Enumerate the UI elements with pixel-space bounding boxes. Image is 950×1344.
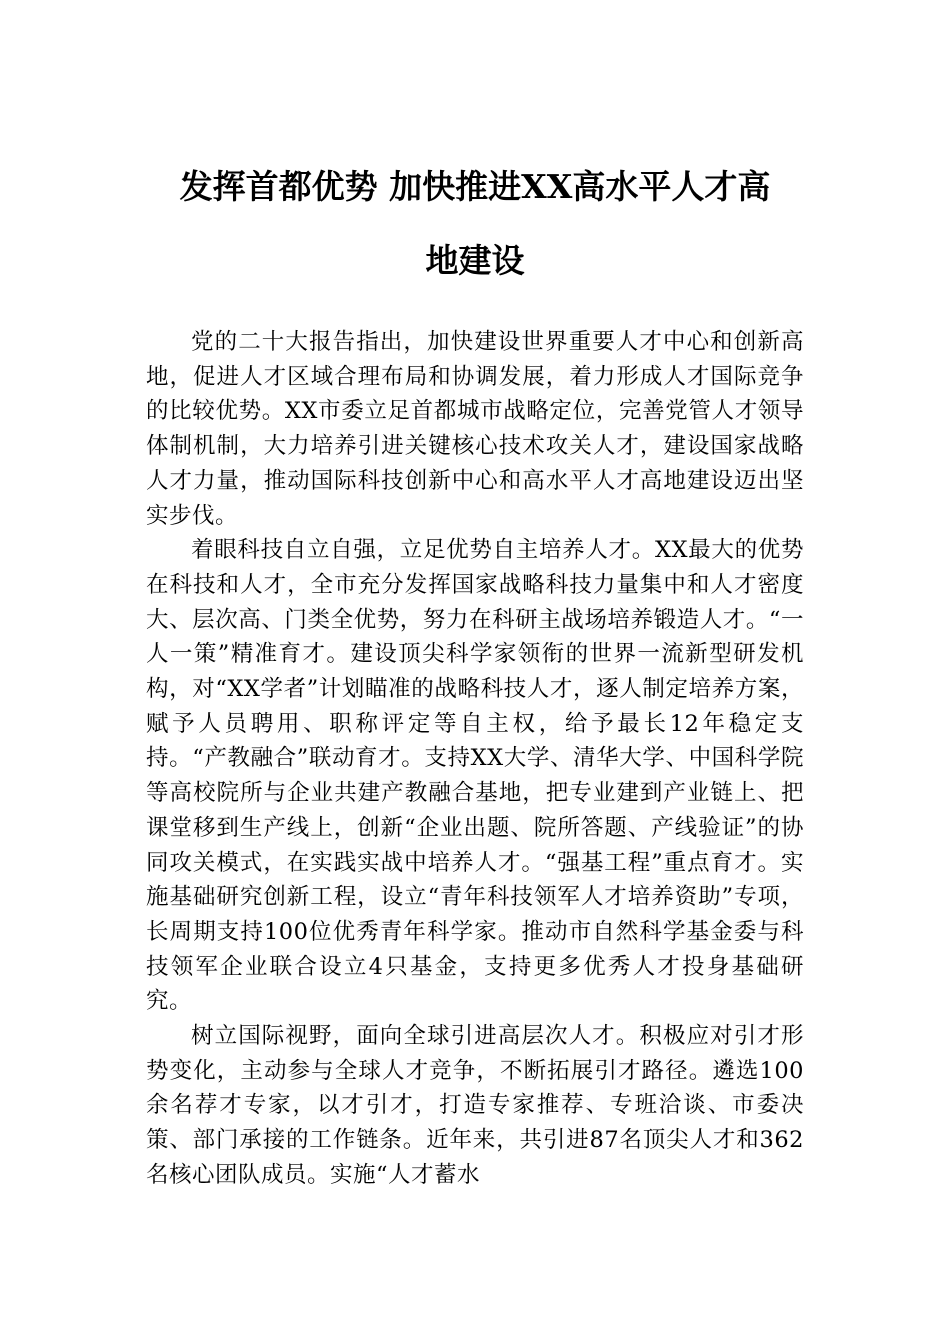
paragraph-text: 积极应对引才形势变化，主动参与全球人才竞争，不断拓展引才路径。遴选100余名荐才专家，以才引才，打造专家推荐、专班洽谈、市委决策、部门承接的工作链条。近年来，共引进87名顶尖人才和362名核心团队成员。实施“人才蓄水 [146,1023,804,1188]
paragraph-text: XX最大的优势在科技和人才，全市充分发挥国家战略科技力量集中和人才密度大、层次高、门类全优势，努力在科研主战场培养锻造人才。“一人一策”精准育才。建设顶尖科学家领衔的世界一流新型研发机构，对“XX学者”计划瞄准的战略科技人才，逐人制定培养方案，赋予人员聘用、职称评定等自主权，给予最长12年稳定支持。“产教融合”联动育才。支持XX大学、清华大学、中国科学院等高校院所与企业共建产教融合基地，把专业建到产业链上、把课堂移到生产线上，创新“企业出题、院所答题、产线验证”的协同攻关模式，在实践实战中培养人才。“强基工程”重点育才。实施基础研究创新工程，设立“青年科技领军人才培养资助”专项，长周期支持100位优秀青年科学家。推动市自然科学基金委与科技领军企业联合设立4只基金，支持更多优秀人才投身基础研究。 [146,537,804,1015]
paragraph-lead-sentence: 树立国际视野，面向全球引进高层次人才。 [191,1023,640,1050]
title-line-2: 地建设 [425,241,525,280]
paragraph-lead-sentence: 着眼科技自立自强，立足优势自主培养人才。 [191,537,655,564]
paragraph-global-recruitment [146,1019,804,1193]
paragraph-self-training [146,533,804,1019]
title-line-1: 发挥首都优势 加快推进XX高水平人才高 [179,167,771,206]
document-body [146,325,804,1193]
document-title [120,150,830,298]
paragraph-text: 党的二十大报告指出，加快建设世界重要人才中心和创新高地，促进人才区域合理布局和协调发展，着力形成人才国际竞争的比较优势。XX市委立足首都城市战略定位，完善党管人才领导体制机制，大力培养引进关键核心技术攻关人才，建设国家战略人才力量，推动国际科技创新中心和高水平人才高地建设迈出坚实步伐。 [146,329,804,529]
paragraph-intro [146,325,804,533]
